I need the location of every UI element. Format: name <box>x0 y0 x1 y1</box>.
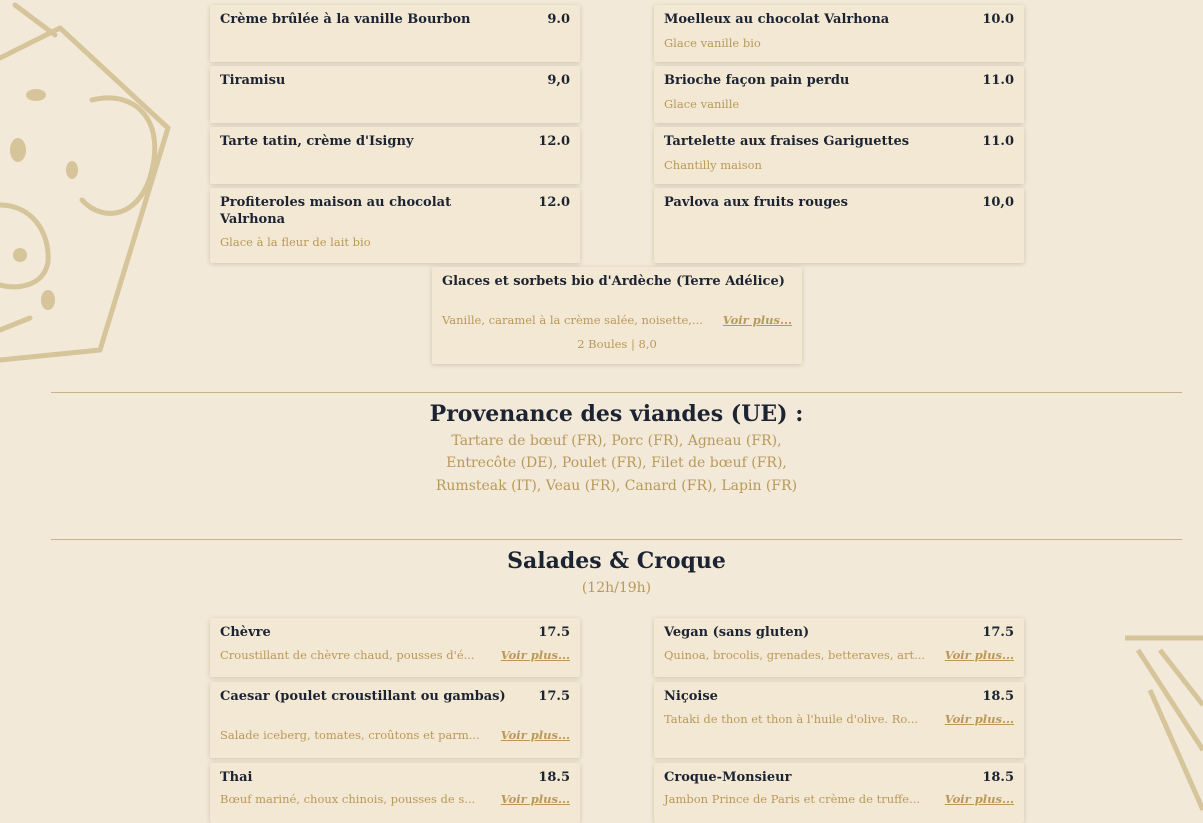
item-name: Tarte tatin, crème d'Isigny <box>220 134 414 149</box>
menu-item-card[interactable] <box>654 188 1024 263</box>
food-sketch-illustration <box>0 0 180 370</box>
provenance-line: Rumsteak (IT), Veau (FR), Canard (FR), Lapin (FR) <box>435 478 798 494</box>
section-hours: (12h/19h) <box>581 580 652 596</box>
featured-item-card[interactable] <box>432 267 802 364</box>
item-price: 12.0 <box>538 134 570 149</box>
see-more-link[interactable]: Voir plus... <box>500 648 570 662</box>
item-description: Bœuf mariné, choux chinois, pousses de s... <box>220 792 476 806</box>
item-description: Croustillant de chèvre chaud, pousses d'é... <box>220 648 475 662</box>
provenance-line: Entrecôte (DE), Poulet (FR), Filet de bœuf (FR), <box>446 455 787 471</box>
item-description: Vanille, caramel à la crème salée, noisette,... <box>442 313 703 327</box>
item-price: 17.5 <box>982 625 1014 640</box>
item-price: 18.5 <box>982 689 1014 704</box>
see-more-link[interactable]: Voir plus... <box>944 792 1014 806</box>
item-name: Pavlova aux fruits rouges <box>664 195 848 210</box>
see-more-link[interactable]: Voir plus... <box>722 313 792 327</box>
item-description: Jambon Prince de Paris et crème de truffe... <box>664 792 921 806</box>
item-price: 17.5 <box>538 689 570 704</box>
item-name: Croque-Monsieur <box>664 770 792 785</box>
item-name: Crème brûlée à la vanille Bourbon <box>220 12 471 27</box>
item-option-price: 2 Boules | 8,0 <box>577 337 657 351</box>
menu-item-card[interactable] <box>654 127 1024 184</box>
item-name: Chèvre <box>220 625 271 640</box>
item-price: 11.0 <box>982 73 1014 88</box>
menu-item-card[interactable] <box>654 66 1024 123</box>
item-name: Caesar (poulet croustillant ou gambas) <box>220 689 506 704</box>
menu-item-card[interactable] <box>654 5 1024 62</box>
item-name: Tiramisu <box>220 73 286 88</box>
geometric-sketch-decoration <box>1120 630 1203 823</box>
menu-item-card[interactable] <box>654 682 1024 758</box>
provenance-line: Tartare de bœuf (FR), Porc (FR), Agneau (FR), <box>451 433 782 449</box>
menu-item-card[interactable] <box>210 127 580 184</box>
item-price: 17.5 <box>538 625 570 640</box>
item-price: 9,0 <box>547 73 570 88</box>
item-name: Moelleux au chocolat Valrhona <box>664 12 890 27</box>
item-name: Vegan (sans gluten) <box>664 625 810 640</box>
section-title: Salades & Croque <box>507 548 726 574</box>
menu-item-card[interactable] <box>210 618 580 677</box>
item-price: 9.0 <box>547 12 570 27</box>
item-description: Glace vanille bio <box>664 36 761 50</box>
item-price: 18.5 <box>982 770 1014 785</box>
see-more-link[interactable]: Voir plus... <box>500 792 570 806</box>
item-description: Glace à la fleur de lait bio <box>220 235 371 249</box>
section-divider <box>51 539 1182 540</box>
provenance-title: Provenance des viandes (UE) : <box>429 401 804 427</box>
item-name: Niçoise <box>664 689 718 704</box>
section-divider <box>51 392 1182 393</box>
item-description: Glace vanille <box>664 97 740 111</box>
menu-item-card[interactable] <box>210 188 580 263</box>
item-name: Thai <box>220 770 253 785</box>
item-description: Tataki de thon et thon à l'huile d'olive. Ro... <box>664 712 919 726</box>
item-name: Profiteroles maison au chocolat Valrhona <box>220 195 452 227</box>
menu-item-card[interactable] <box>210 66 580 123</box>
item-name: Brioche façon pain perdu <box>664 73 850 88</box>
item-description: Chantilly maison <box>664 158 762 172</box>
menu-item-card[interactable] <box>210 763 580 823</box>
item-price: 18.5 <box>538 770 570 785</box>
item-description: Quinoa, brocolis, grenades, betteraves, art... <box>664 648 926 662</box>
menu-item-card[interactable] <box>654 618 1024 677</box>
menu-item-card[interactable] <box>654 763 1024 823</box>
see-more-link[interactable]: Voir plus... <box>944 712 1014 726</box>
item-name: Glaces et sorbets bio d'Ardèche (Terre Adélice) <box>442 274 785 289</box>
see-more-link[interactable]: Voir plus... <box>500 728 570 742</box>
item-price: 10,0 <box>982 195 1014 210</box>
item-price: 11.0 <box>982 134 1014 149</box>
menu-item-card[interactable] <box>210 5 580 62</box>
item-price: 12.0 <box>538 195 570 210</box>
item-price: 10.0 <box>982 12 1014 27</box>
menu-item-card[interactable] <box>210 682 580 758</box>
see-more-link[interactable]: Voir plus... <box>944 648 1014 662</box>
item-name: Tartelette aux fraises Gariguettes <box>664 134 910 149</box>
item-description: Salade iceberg, tomates, croûtons et parm... <box>220 728 480 742</box>
